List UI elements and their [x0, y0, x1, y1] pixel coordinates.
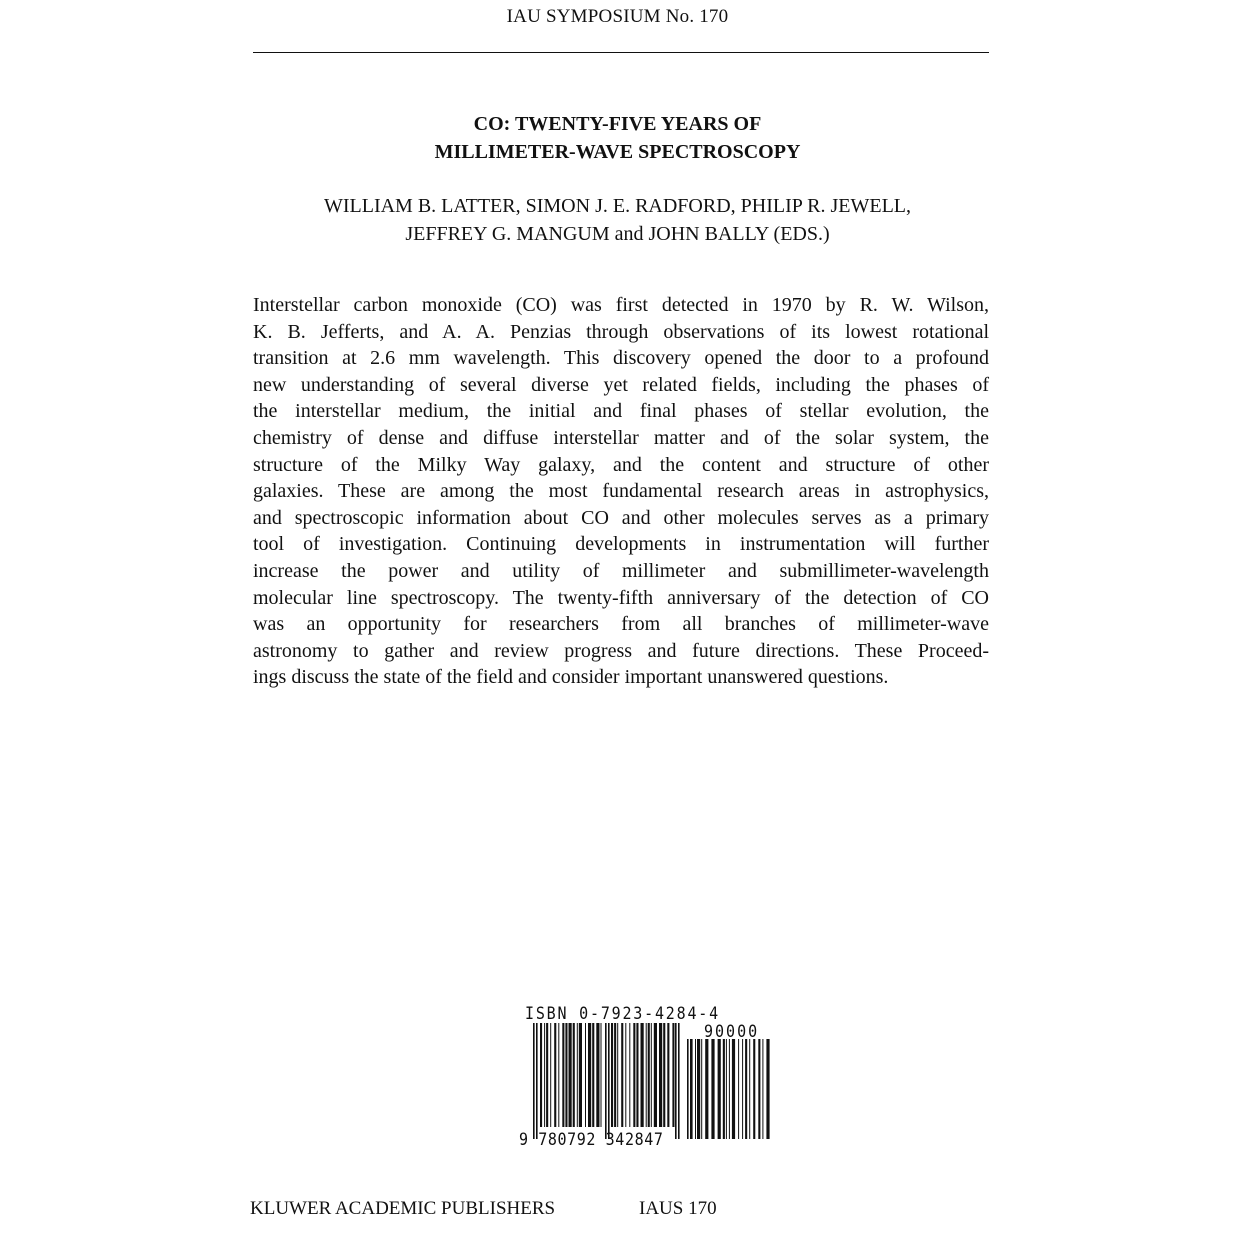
blurb-line: was an opportunity for researchers from all branches of millimeter-wave — [253, 613, 989, 636]
barcode-bar — [550, 1023, 551, 1127]
barcode-bar — [711, 1039, 714, 1139]
barcode-bar — [659, 1023, 662, 1127]
barcode-bar — [758, 1039, 760, 1139]
blurb-line: Interstellar carbon monoxide (CO) was first detected in 1970 by R. W. Wilson, — [253, 294, 989, 316]
isbn-barcode — [519, 1003, 779, 1153]
header-rule — [253, 52, 989, 53]
series-code: IAUS 170 — [639, 1198, 717, 1219]
blurb-line: tool of investigation. Continuing developments in instrumentation will further — [253, 533, 989, 556]
barcode-bar — [629, 1023, 630, 1127]
barcode-bar — [766, 1039, 769, 1139]
publisher-name: KLUWER ACADEMIC PUBLISHERS — [250, 1198, 556, 1219]
blurb-line: increase the power and utility of millimeter and submillimeter-wavelength — [253, 559, 989, 582]
barcode-bar — [546, 1023, 548, 1127]
barcode-bar — [667, 1023, 669, 1127]
barcode-bar — [579, 1023, 582, 1127]
blurb-line: ings discuss the state of the field and consider important unanswered questions. — [253, 666, 889, 689]
barcode-bar — [742, 1039, 743, 1139]
barcode-bar — [592, 1023, 594, 1127]
barcode-bar — [605, 1023, 607, 1139]
book-title — [0, 110, 1235, 166]
barcode-bar — [749, 1039, 750, 1139]
blurb-line: and spectroscopic information about CO and other molecules serves as a primary — [253, 506, 989, 529]
barcode-bar — [729, 1039, 730, 1139]
book-title-line-2: MILLIMETER-WAVE SPECTROSCOPY — [434, 141, 801, 163]
barcode-bar — [596, 1023, 599, 1127]
barcode-bar — [745, 1039, 747, 1139]
barcode-bar — [536, 1023, 538, 1139]
isbn-label: ISBN 0-7923-4284-4 — [525, 1003, 720, 1024]
editors — [0, 192, 1235, 248]
barcode-bar — [654, 1023, 657, 1127]
barcode-bar — [651, 1023, 652, 1127]
barcode-bar — [753, 1039, 755, 1139]
series-header: IAU SYMPOSIUM No. 170 — [506, 6, 729, 27]
ean-number: 9 780792 342847 — [519, 1129, 664, 1150]
blurb-line: chemistry of dense and diffuse interstellar matter and of the solar system, the — [253, 426, 989, 449]
addon-code: 90000 — [704, 1021, 760, 1042]
barcode-bar — [732, 1039, 735, 1139]
barcode-bar — [648, 1023, 650, 1127]
barcode-bar — [554, 1023, 556, 1127]
barcode-bar — [672, 1023, 674, 1127]
book-title-line-1: CO: TWENTY-FIVE YEARS OF — [473, 113, 762, 135]
barcode-bar — [565, 1023, 567, 1127]
barcode-bar — [540, 1023, 542, 1127]
barcode-bar — [577, 1023, 578, 1127]
barcode-bar — [569, 1023, 572, 1127]
barcode-bar — [621, 1023, 623, 1127]
editors-line-1: WILLIAM B. LATTER, SIMON J. E. RADFORD, PHILIP R. JEWELL, — [323, 195, 911, 217]
barcode-bar — [675, 1023, 677, 1139]
barcode-bar — [663, 1023, 665, 1127]
blurb-line: galaxies. These are among the most fundamental research areas in astrophysics, — [253, 480, 989, 503]
blurb-line: the interstellar medium, the initial and final phases of stellar evolution, the — [253, 400, 989, 423]
barcode-bar — [633, 1023, 635, 1127]
blurb — [253, 292, 989, 691]
blurb-line: molecular line spectroscopy. The twenty-fifth anniversary of the detection of CO — [253, 586, 989, 609]
barcode-bar — [646, 1023, 647, 1127]
barcode-bar — [762, 1039, 763, 1139]
barcode-bar — [614, 1023, 616, 1127]
barcode-bar — [533, 1023, 535, 1139]
barcode-bar — [705, 1039, 708, 1139]
barcode-bar — [625, 1023, 626, 1127]
blurb-line: structure of the Milky Way galaxy, and the content and structure of other — [253, 453, 989, 476]
barcode-bar — [678, 1023, 680, 1139]
barcode-bar — [738, 1039, 739, 1139]
barcode-bar — [562, 1023, 564, 1127]
blurb-line: transition at 2.6 mm wavelength. This discovery opened the door to a profound — [253, 347, 989, 370]
blurb-line: new understanding of several diverse yet related fields, including the phases of — [253, 373, 989, 396]
barcode-bar — [718, 1039, 721, 1139]
barcode-bar — [558, 1023, 559, 1127]
barcode-bar — [701, 1039, 702, 1139]
barcode-bar — [726, 1039, 727, 1139]
barcode-bar — [690, 1039, 693, 1139]
barcode-bar — [544, 1023, 545, 1127]
barcode-bar — [601, 1023, 602, 1127]
blurb-line: astronomy to gather and review progress and future directions. These Proceed- — [253, 639, 989, 662]
barcode-bar — [617, 1023, 618, 1127]
barcode-bar — [588, 1023, 591, 1127]
barcode-bar — [636, 1023, 638, 1127]
blurb-line: K. B. Jefferts, and A. A. Penzias through observations of its lowest rotational — [253, 320, 989, 343]
barcode-bar — [687, 1039, 689, 1139]
barcode-bar — [573, 1023, 575, 1127]
barcode-bar — [585, 1023, 586, 1127]
barcode-bar — [695, 1039, 696, 1139]
editors-line-2: JEFFREY G. MANGUM and JOHN BALLY (EDS.) — [405, 223, 830, 245]
barcode-bar — [697, 1039, 700, 1139]
barcode-bar — [723, 1039, 725, 1139]
barcode-bar — [608, 1023, 610, 1139]
barcode-bar — [611, 1023, 613, 1127]
barcode-bar — [641, 1023, 644, 1127]
